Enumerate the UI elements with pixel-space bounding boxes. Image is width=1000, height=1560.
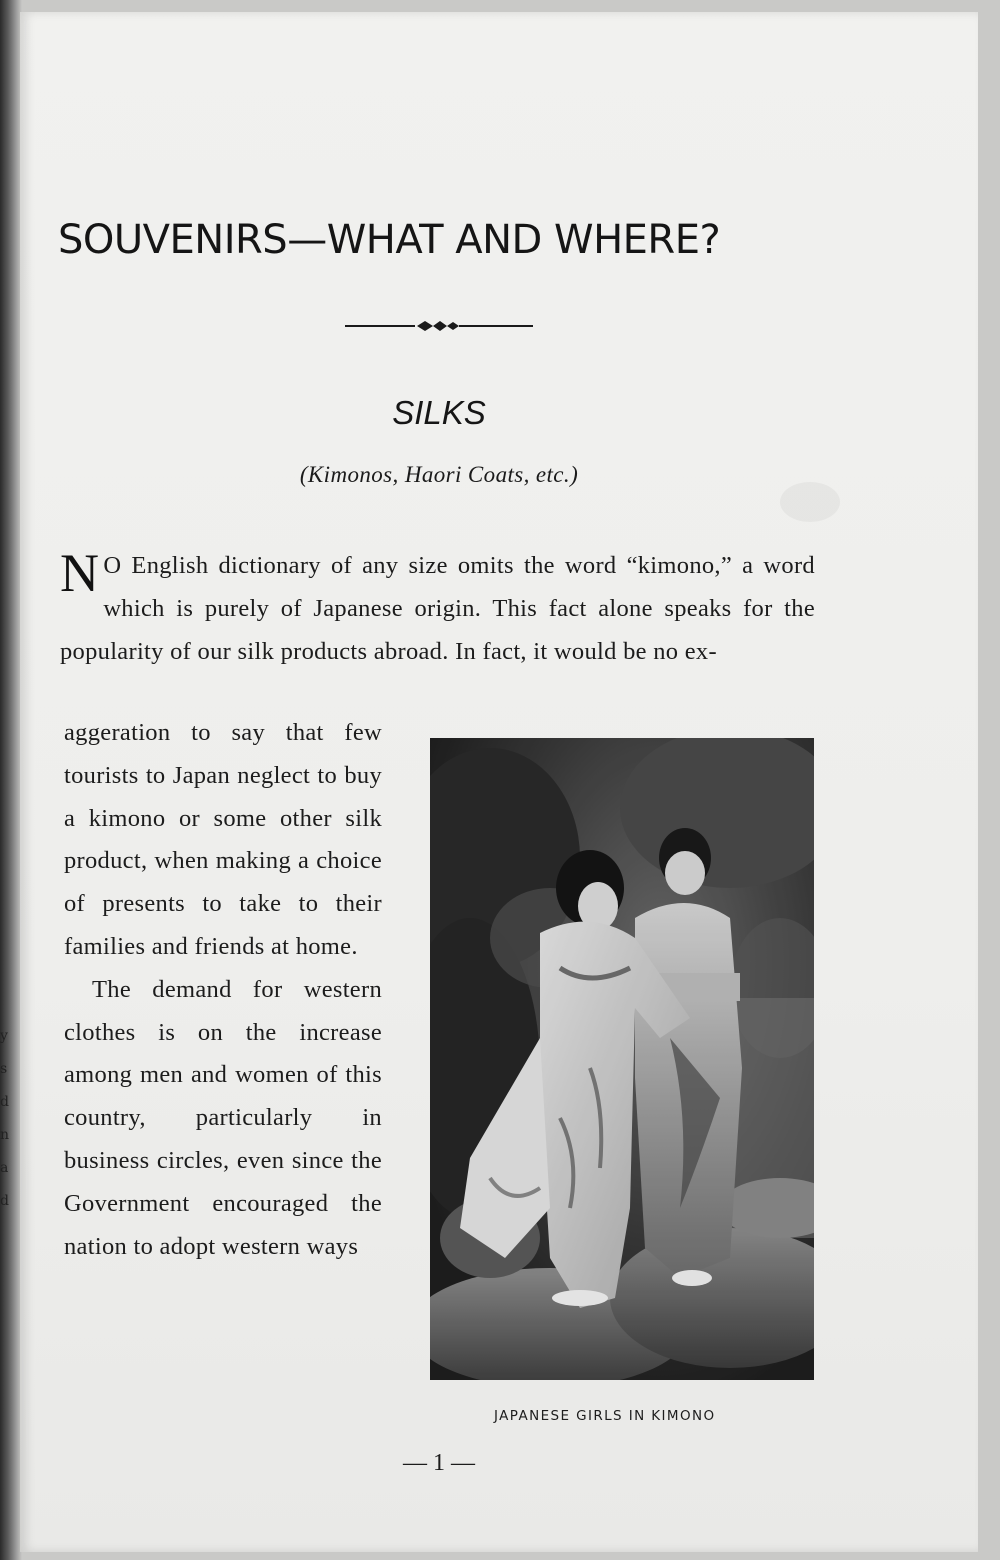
page-heading: SOUVENIRS—WHAT AND WHERE?	[58, 217, 721, 263]
section-subtitle: (Kimonos, Haori Coats, etc.)	[299, 462, 579, 487]
column-paragraph-1: aggeration to say that few tourists to Japan neglect to buy a kimono or some other silk product, when making a choice of presents to take to their families and friends at home.	[64, 719, 382, 960]
facing-page-edge: y s d n a d	[0, 1028, 10, 1209]
left-text-column	[64, 712, 382, 1268]
booklet-page	[20, 12, 978, 1552]
intro-text: O English dictionary of any size omits the word “kimono,” a word which is purely of Japanese origin. This fact alone speaks for the popularity of our silk products abroad. In fact, it would be no ex-	[60, 552, 815, 665]
kimono-photograph	[430, 738, 814, 1380]
kimono-photo-image	[430, 738, 814, 1380]
drop-cap: N	[60, 543, 100, 603]
intro-paragraph	[60, 544, 815, 673]
page-number: — 1 —	[403, 1450, 475, 1476]
dash-diamond-ornament-icon	[345, 316, 533, 336]
column-paragraph-2: The demand for western clothes is on the increase among men and women of this country, particularly in business circles, even since the Government encouraged the nation to adopt western ways	[64, 975, 382, 1260]
paper-stain	[780, 482, 840, 522]
section-title: SILKS	[392, 394, 486, 431]
photo-caption: JAPANESE GIRLS IN KIMONO	[494, 1408, 716, 1424]
